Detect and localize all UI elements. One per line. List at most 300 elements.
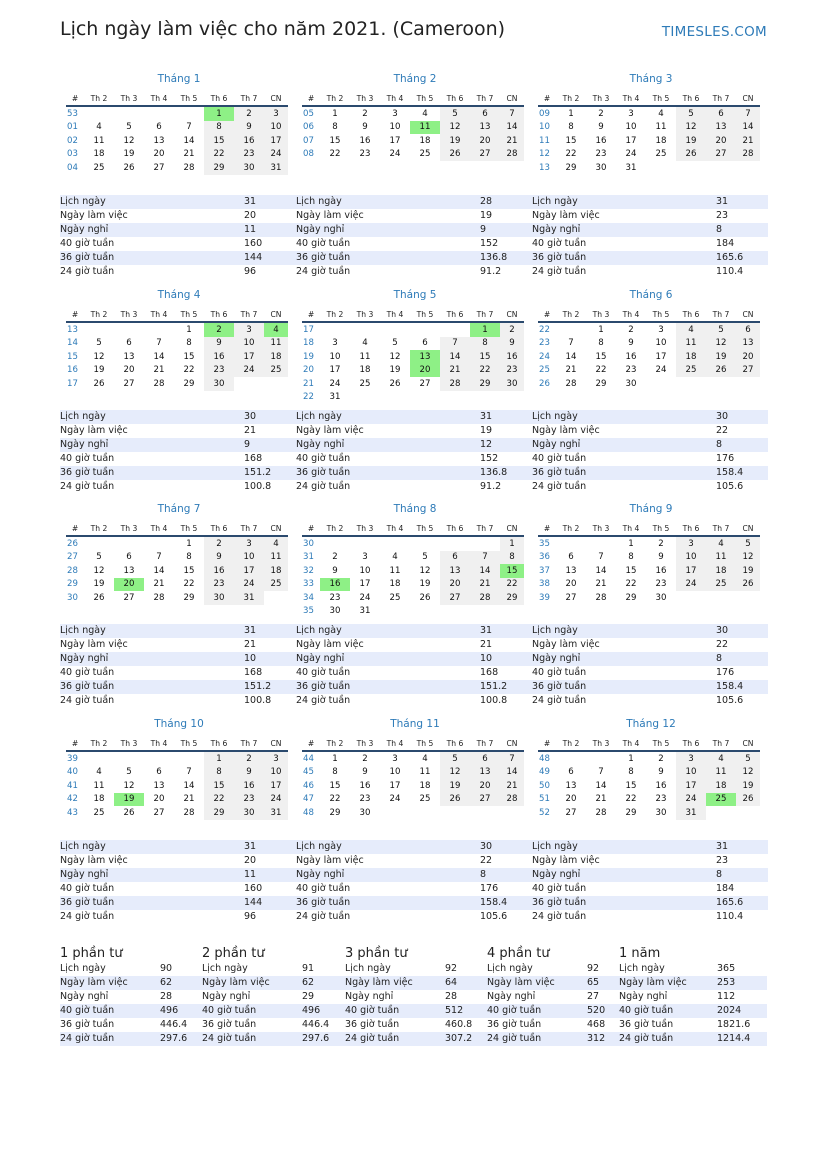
day-cell[interactable]: 6 [736, 322, 760, 337]
day-cell[interactable]: 5 [126, 767, 132, 778]
day-cell[interactable] [114, 536, 144, 551]
day-cell[interactable]: 20 [470, 779, 500, 793]
day-cell[interactable]: 4 [264, 536, 288, 551]
day-cell[interactable]: 5 [706, 322, 736, 337]
day-cell[interactable]: 6 [126, 338, 132, 349]
day-cell[interactable]: 26 [706, 364, 736, 378]
day-cell[interactable]: 19 [93, 579, 105, 590]
day-cell[interactable]: 11 [264, 337, 288, 351]
day-cell[interactable]: 15 [565, 135, 577, 146]
day-cell[interactable]: 3 [628, 108, 634, 119]
day-cell[interactable]: 12 [736, 551, 760, 565]
day-cell[interactable]: 1 [332, 753, 338, 764]
day-cell[interactable]: 10 [359, 565, 371, 576]
day-cell[interactable]: 2 [234, 106, 264, 121]
day-cell[interactable]: 14 [470, 564, 500, 578]
day-cell[interactable]: 6 [422, 338, 428, 349]
day-cell[interactable]: 27 [706, 148, 736, 162]
day-cell[interactable]: 31 [625, 162, 637, 173]
day-cell[interactable]: 13 [153, 135, 165, 146]
day-cell[interactable]: 22 [329, 149, 341, 160]
day-cell[interactable]: 28 [183, 807, 195, 818]
day-cell[interactable]: 12 [440, 121, 470, 135]
day-cell[interactable]: 10 [234, 337, 264, 351]
day-cell[interactable]: 3 [234, 536, 264, 551]
day-cell[interactable]: 3 [234, 322, 264, 337]
day-cell[interactable] [706, 377, 736, 391]
day-cell[interactable]: 21 [183, 794, 195, 805]
day-cell[interactable]: 16 [359, 780, 371, 791]
day-cell[interactable]: 5 [676, 106, 706, 121]
day-cell[interactable]: 1 [204, 106, 234, 121]
day-cell[interactable] [114, 322, 144, 337]
day-cell[interactable]: 20 [565, 579, 577, 590]
day-cell[interactable]: 8 [186, 552, 192, 563]
day-cell[interactable] [350, 536, 380, 551]
day-cell[interactable]: 24 [264, 148, 288, 162]
day-cell[interactable]: 26 [440, 793, 470, 807]
day-cell[interactable]: 13 [470, 766, 500, 780]
day-cell[interactable]: 23 [655, 579, 667, 590]
day-cell[interactable]: 26 [419, 592, 431, 603]
day-cell[interactable]: 29 [329, 807, 341, 818]
day-cell[interactable]: 22 [565, 149, 577, 160]
day-cell[interactable]: 23 [204, 578, 234, 592]
day-cell[interactable]: 23 [595, 149, 607, 160]
day-cell[interactable] [440, 322, 470, 337]
day-cell[interactable]: 6 [568, 552, 574, 563]
day-cell[interactable]: 21 [500, 779, 524, 793]
day-cell[interactable]: 22 [470, 364, 500, 378]
day-cell[interactable] [234, 377, 264, 391]
day-cell[interactable]: 25 [93, 807, 105, 818]
day-cell[interactable]: 25 [419, 149, 431, 160]
day-cell[interactable]: 16 [234, 779, 264, 793]
day-cell[interactable]: 30 [655, 807, 667, 818]
day-cell[interactable]: 27 [470, 793, 500, 807]
day-cell[interactable]: 24 [389, 794, 401, 805]
day-cell[interactable]: 28 [153, 592, 165, 603]
day-cell[interactable]: 2 [204, 536, 234, 551]
day-cell[interactable]: 9 [362, 122, 368, 133]
day-cell[interactable]: 16 [655, 565, 667, 576]
day-cell[interactable]: 19 [676, 134, 706, 148]
day-cell[interactable]: 13 [440, 564, 470, 578]
day-cell[interactable]: 21 [565, 365, 577, 376]
day-cell[interactable]: 20 [440, 578, 470, 592]
day-cell[interactable]: 4 [392, 552, 398, 563]
day-cell[interactable]: 5 [440, 106, 470, 121]
day-cell[interactable] [556, 751, 586, 766]
day-cell[interactable]: 28 [470, 591, 500, 605]
day-cell[interactable]: 11 [410, 121, 440, 135]
day-cell[interactable]: 15 [204, 779, 234, 793]
day-cell[interactable] [500, 605, 524, 619]
day-cell[interactable]: 31 [234, 591, 264, 605]
day-cell[interactable]: 18 [419, 135, 431, 146]
day-cell[interactable]: 3 [392, 753, 398, 764]
day-cell[interactable]: 15 [470, 350, 500, 364]
day-cell[interactable]: 2 [234, 751, 264, 766]
day-cell[interactable] [646, 161, 676, 175]
day-cell[interactable]: 18 [264, 564, 288, 578]
day-cell[interactable]: 20 [410, 364, 440, 378]
day-cell[interactable]: 7 [440, 337, 470, 351]
day-cell[interactable]: 23 [234, 793, 264, 807]
day-cell[interactable] [84, 322, 114, 337]
day-cell[interactable]: 11 [359, 351, 371, 362]
day-cell[interactable]: 24 [676, 578, 706, 592]
day-cell[interactable]: 25 [706, 793, 736, 807]
day-cell[interactable]: 20 [736, 350, 760, 364]
day-cell[interactable]: 2 [362, 108, 368, 119]
day-cell[interactable]: 12 [736, 766, 760, 780]
day-cell[interactable]: 25 [676, 364, 706, 378]
day-cell[interactable]: 3 [332, 338, 338, 349]
day-cell[interactable]: 27 [123, 378, 135, 389]
day-cell[interactable] [380, 806, 410, 820]
day-cell[interactable]: 14 [153, 565, 165, 576]
day-cell[interactable]: 22 [183, 365, 195, 376]
day-cell[interactable]: 2 [204, 322, 234, 337]
day-cell[interactable] [264, 377, 288, 391]
day-cell[interactable]: 22 [204, 793, 234, 807]
day-cell[interactable] [174, 751, 204, 766]
day-cell[interactable] [556, 322, 586, 337]
day-cell[interactable]: 15 [500, 564, 524, 578]
day-cell[interactable]: 16 [625, 351, 637, 362]
day-cell[interactable]: 6 [156, 122, 162, 133]
day-cell[interactable]: 21 [470, 578, 500, 592]
day-cell[interactable]: 18 [93, 794, 105, 805]
day-cell[interactable]: 14 [500, 766, 524, 780]
day-cell[interactable]: 14 [595, 565, 607, 576]
day-cell[interactable]: 12 [676, 121, 706, 135]
day-cell[interactable]: 1 [598, 324, 604, 335]
day-cell[interactable]: 19 [114, 793, 144, 807]
day-cell[interactable]: 12 [389, 351, 401, 362]
day-cell[interactable]: 9 [500, 337, 524, 351]
day-cell[interactable] [556, 536, 586, 551]
day-cell[interactable]: 7 [186, 122, 192, 133]
day-cell[interactable]: 23 [359, 149, 371, 160]
day-cell[interactable]: 9 [234, 121, 264, 135]
day-cell[interactable]: 19 [419, 579, 431, 590]
day-cell[interactable]: 8 [186, 338, 192, 349]
day-cell[interactable]: 26 [736, 793, 760, 807]
day-cell[interactable]: 13 [736, 337, 760, 351]
day-cell[interactable]: 20 [114, 578, 144, 592]
day-cell[interactable]: 24 [264, 793, 288, 807]
day-cell[interactable] [144, 106, 174, 121]
day-cell[interactable]: 7 [736, 106, 760, 121]
day-cell[interactable]: 7 [500, 106, 524, 121]
day-cell[interactable]: 4 [362, 338, 368, 349]
day-cell[interactable]: 21 [183, 149, 195, 160]
day-cell[interactable]: 26 [93, 378, 105, 389]
day-cell[interactable]: 9 [332, 565, 338, 576]
day-cell[interactable]: 23 [204, 364, 234, 378]
day-cell[interactable]: 6 [568, 767, 574, 778]
day-cell[interactable]: 6 [470, 751, 500, 766]
day-cell[interactable] [706, 806, 736, 820]
day-cell[interactable]: 11 [93, 135, 105, 146]
day-cell[interactable]: 19 [706, 350, 736, 364]
day-cell[interactable]: 9 [658, 552, 664, 563]
day-cell[interactable]: 27 [565, 592, 577, 603]
brand-logo[interactable]: TIMESLES.COM [661, 24, 767, 40]
day-cell[interactable]: 20 [153, 149, 165, 160]
day-cell[interactable]: 23 [655, 794, 667, 805]
day-cell[interactable]: 22 [625, 579, 637, 590]
day-cell[interactable]: 5 [392, 338, 398, 349]
day-cell[interactable]: 16 [500, 350, 524, 364]
day-cell[interactable]: 4 [422, 108, 428, 119]
day-cell[interactable]: 17 [234, 564, 264, 578]
day-cell[interactable]: 18 [359, 365, 371, 376]
day-cell[interactable]: 26 [123, 162, 135, 173]
day-cell[interactable]: 14 [500, 121, 524, 135]
day-cell[interactable]: 22 [329, 794, 341, 805]
day-cell[interactable]: 26 [440, 148, 470, 162]
day-cell[interactable]: 16 [320, 578, 350, 592]
day-cell[interactable]: 10 [329, 351, 341, 362]
day-cell[interactable]: 5 [126, 122, 132, 133]
day-cell[interactable]: 3 [676, 751, 706, 766]
day-cell[interactable]: 28 [595, 807, 607, 818]
day-cell[interactable]: 12 [440, 766, 470, 780]
day-cell[interactable]: 28 [183, 162, 195, 173]
day-cell[interactable]: 26 [123, 807, 135, 818]
day-cell[interactable]: 12 [93, 565, 105, 576]
day-cell[interactable]: 24 [625, 149, 637, 160]
day-cell[interactable]: 18 [93, 149, 105, 160]
day-cell[interactable]: 14 [440, 350, 470, 364]
day-cell[interactable] [586, 751, 616, 766]
day-cell[interactable]: 30 [500, 377, 524, 391]
day-cell[interactable]: 10 [676, 551, 706, 565]
day-cell[interactable]: 21 [153, 579, 165, 590]
day-cell[interactable]: 24 [359, 592, 371, 603]
day-cell[interactable]: 17 [329, 365, 341, 376]
day-cell[interactable]: 26 [736, 578, 760, 592]
day-cell[interactable]: 22 [595, 365, 607, 376]
day-cell[interactable]: 21 [595, 794, 607, 805]
day-cell[interactable]: 13 [470, 121, 500, 135]
day-cell[interactable]: 10 [625, 122, 637, 133]
day-cell[interactable]: 24 [234, 364, 264, 378]
day-cell[interactable]: 31 [329, 392, 341, 403]
day-cell[interactable]: 3 [264, 751, 288, 766]
day-cell[interactable] [440, 605, 470, 619]
day-cell[interactable]: 7 [598, 552, 604, 563]
day-cell[interactable]: 17 [655, 351, 667, 362]
day-cell[interactable]: 15 [183, 565, 195, 576]
day-cell[interactable]: 2 [598, 108, 604, 119]
day-cell[interactable] [410, 605, 440, 619]
day-cell[interactable]: 3 [392, 108, 398, 119]
day-cell[interactable]: 19 [440, 779, 470, 793]
day-cell[interactable]: 25 [264, 578, 288, 592]
day-cell[interactable]: 13 [123, 351, 135, 362]
day-cell[interactable] [320, 322, 350, 337]
day-cell[interactable]: 17 [389, 780, 401, 791]
day-cell[interactable]: 14 [183, 780, 195, 791]
day-cell[interactable]: 12 [419, 565, 431, 576]
day-cell[interactable]: 12 [123, 135, 135, 146]
day-cell[interactable]: 5 [422, 552, 428, 563]
day-cell[interactable]: 22 [183, 579, 195, 590]
day-cell[interactable] [410, 322, 440, 337]
day-cell[interactable]: 8 [500, 551, 524, 565]
day-cell[interactable]: 7 [186, 767, 192, 778]
day-cell[interactable]: 29 [204, 161, 234, 175]
day-cell[interactable]: 20 [123, 365, 135, 376]
day-cell[interactable]: 4 [96, 122, 102, 133]
day-cell[interactable]: 17 [359, 579, 371, 590]
day-cell[interactable]: 17 [264, 779, 288, 793]
day-cell[interactable] [470, 806, 500, 820]
day-cell[interactable]: 3 [362, 552, 368, 563]
day-cell[interactable] [114, 751, 144, 766]
day-cell[interactable] [84, 106, 114, 121]
day-cell[interactable]: 10 [264, 766, 288, 780]
day-cell[interactable]: 1 [568, 108, 574, 119]
day-cell[interactable] [646, 377, 676, 391]
day-cell[interactable]: 15 [625, 565, 637, 576]
day-cell[interactable]: 9 [362, 767, 368, 778]
day-cell[interactable]: 18 [655, 135, 667, 146]
day-cell[interactable]: 8 [204, 766, 234, 780]
day-cell[interactable]: 18 [706, 564, 736, 578]
day-cell[interactable] [144, 536, 174, 551]
day-cell[interactable] [440, 806, 470, 820]
day-cell[interactable]: 7 [470, 551, 500, 565]
day-cell[interactable]: 13 [565, 565, 577, 576]
day-cell[interactable]: 16 [234, 134, 264, 148]
day-cell[interactable]: 15 [595, 351, 607, 362]
day-cell[interactable]: 9 [658, 767, 664, 778]
day-cell[interactable]: 30 [359, 807, 371, 818]
day-cell[interactable]: 23 [329, 592, 341, 603]
day-cell[interactable]: 21 [500, 134, 524, 148]
day-cell[interactable]: 29 [183, 592, 195, 603]
day-cell[interactable]: 12 [93, 351, 105, 362]
day-cell[interactable]: 18 [676, 350, 706, 364]
day-cell[interactable]: 24 [676, 793, 706, 807]
day-cell[interactable]: 7 [500, 751, 524, 766]
day-cell[interactable] [676, 377, 706, 391]
day-cell[interactable]: 27 [565, 807, 577, 818]
day-cell[interactable]: 18 [389, 579, 401, 590]
day-cell[interactable] [380, 605, 410, 619]
day-cell[interactable] [264, 591, 288, 605]
day-cell[interactable]: 7 [156, 338, 162, 349]
day-cell[interactable]: 17 [389, 135, 401, 146]
day-cell[interactable] [380, 391, 410, 405]
day-cell[interactable]: 11 [264, 551, 288, 565]
day-cell[interactable]: 9 [204, 337, 234, 351]
day-cell[interactable]: 25 [389, 592, 401, 603]
day-cell[interactable]: 4 [706, 751, 736, 766]
day-cell[interactable]: 1 [500, 536, 524, 551]
day-cell[interactable]: 30 [655, 592, 667, 603]
day-cell[interactable] [114, 106, 144, 121]
day-cell[interactable]: 2 [500, 322, 524, 337]
day-cell[interactable]: 15 [204, 134, 234, 148]
day-cell[interactable]: 16 [204, 564, 234, 578]
day-cell[interactable]: 19 [123, 149, 135, 160]
day-cell[interactable]: 7 [156, 552, 162, 563]
day-cell[interactable]: 22 [204, 148, 234, 162]
day-cell[interactable] [676, 591, 706, 605]
day-cell[interactable]: 29 [204, 806, 234, 820]
day-cell[interactable]: 1 [204, 751, 234, 766]
day-cell[interactable]: 30 [329, 606, 341, 617]
day-cell[interactable] [706, 161, 736, 175]
day-cell[interactable]: 11 [93, 780, 105, 791]
day-cell[interactable]: 13 [153, 780, 165, 791]
day-cell[interactable]: 5 [96, 552, 102, 563]
day-cell[interactable] [500, 391, 524, 405]
day-cell[interactable]: 31 [676, 806, 706, 820]
day-cell[interactable] [84, 536, 114, 551]
day-cell[interactable] [174, 106, 204, 121]
day-cell[interactable] [470, 605, 500, 619]
day-cell[interactable]: 20 [565, 794, 577, 805]
day-cell[interactable]: 11 [419, 767, 431, 778]
day-cell[interactable]: 2 [628, 324, 634, 335]
day-cell[interactable]: 9 [234, 766, 264, 780]
day-cell[interactable] [320, 536, 350, 551]
day-cell[interactable]: 21 [153, 365, 165, 376]
day-cell[interactable]: 24 [655, 365, 667, 376]
day-cell[interactable]: 10 [389, 767, 401, 778]
day-cell[interactable]: 29 [183, 378, 195, 389]
day-cell[interactable]: 13 [706, 121, 736, 135]
day-cell[interactable]: 8 [568, 122, 574, 133]
day-cell[interactable]: 4 [706, 536, 736, 551]
day-cell[interactable]: 7 [568, 338, 574, 349]
day-cell[interactable]: 11 [655, 122, 667, 133]
day-cell[interactable]: 13 [565, 780, 577, 791]
day-cell[interactable]: 25 [419, 794, 431, 805]
day-cell[interactable]: 23 [359, 794, 371, 805]
day-cell[interactable]: 6 [156, 767, 162, 778]
day-cell[interactable]: 28 [500, 793, 524, 807]
day-cell[interactable]: 16 [595, 135, 607, 146]
day-cell[interactable]: 21 [595, 579, 607, 590]
day-cell[interactable] [380, 536, 410, 551]
day-cell[interactable]: 23 [234, 148, 264, 162]
day-cell[interactable]: 18 [419, 780, 431, 791]
day-cell[interactable]: 27 [153, 807, 165, 818]
day-cell[interactable]: 15 [329, 780, 341, 791]
day-cell[interactable] [144, 751, 174, 766]
day-cell[interactable] [380, 322, 410, 337]
day-cell[interactable]: 25 [93, 162, 105, 173]
day-cell[interactable]: 27 [419, 378, 431, 389]
day-cell[interactable]: 25 [706, 578, 736, 592]
day-cell[interactable]: 1 [628, 753, 634, 764]
day-cell[interactable]: 27 [470, 148, 500, 162]
day-cell[interactable]: 24 [234, 578, 264, 592]
day-cell[interactable]: 17 [625, 135, 637, 146]
day-cell[interactable]: 28 [595, 592, 607, 603]
day-cell[interactable]: 6 [126, 552, 132, 563]
day-cell[interactable]: 14 [736, 121, 760, 135]
day-cell[interactable]: 29 [500, 591, 524, 605]
